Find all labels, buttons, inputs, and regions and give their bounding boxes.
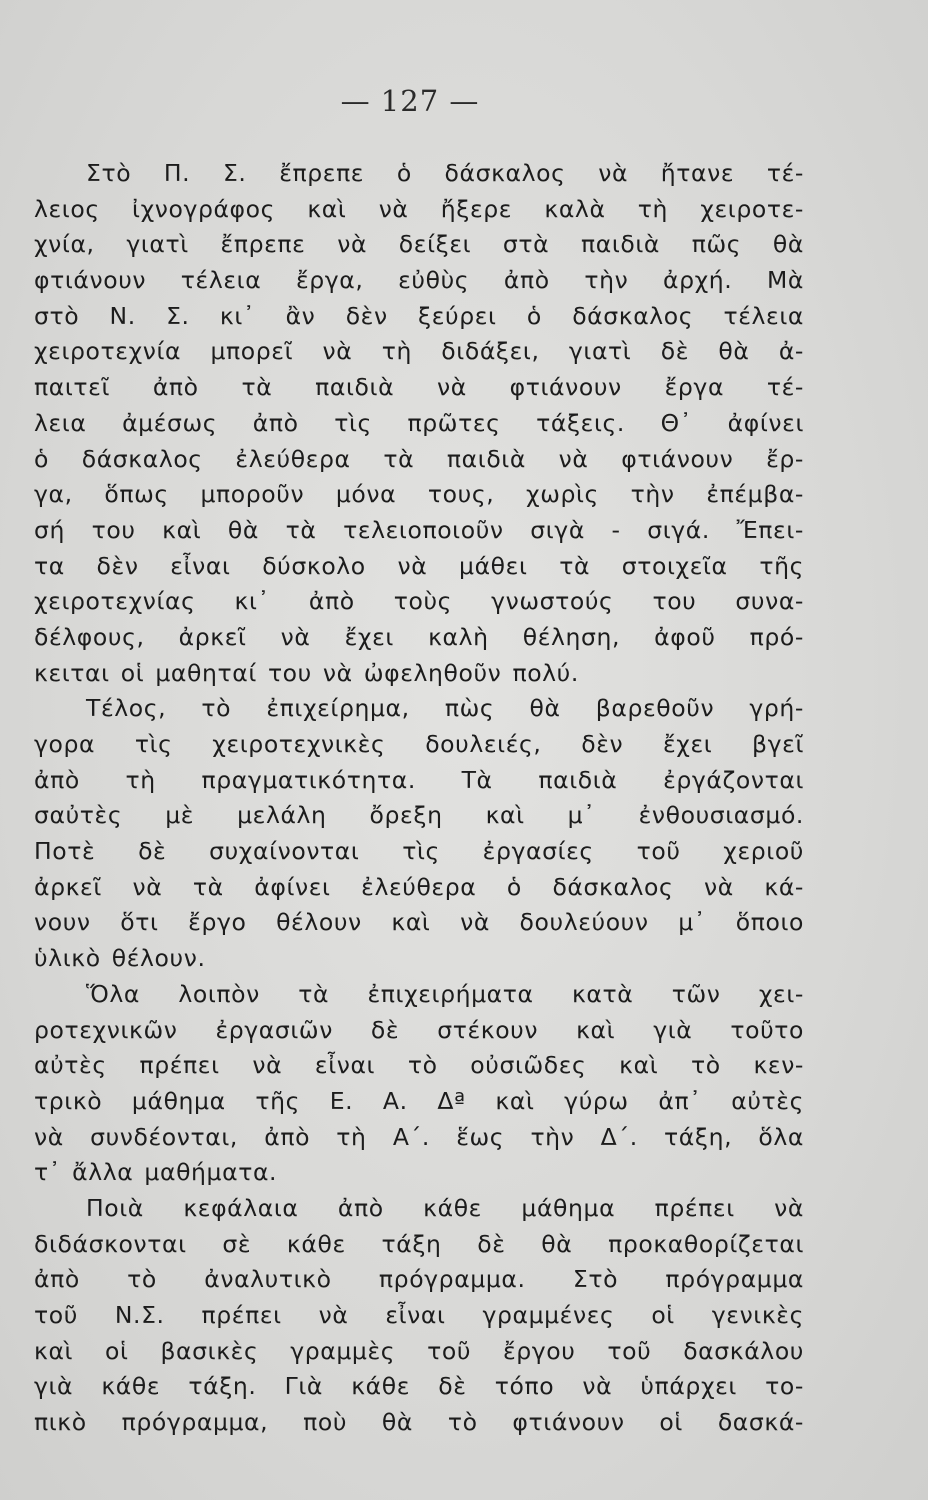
text-line: ὑλικὸ θέλουν. <box>34 944 206 973</box>
text-line: καὶ οἱ βασικὲς γραμμὲς τοῦ ἔργου τοῦ δασκάλου <box>34 1336 804 1365</box>
text-line: αὐτὲς πρέπει νὰ εἶναι τὸ οὐσιῶδες καὶ τὸ κεν- <box>34 1051 804 1080</box>
text-line: Στὸ Π. Σ. ἔπρεπε ὁ δάσκαλος νὰ ἤτανε τέ- <box>86 159 804 187</box>
text-line: τ᾽ ἄλλα μαθήματα. <box>34 1158 278 1187</box>
text-line: δέλφους, ἀρκεῖ νὰ ἔχει καλὴ θέληση, ἀφοῦ πρό- <box>34 622 804 651</box>
text-line: Ὅλα λοιπὸν τὰ ἐπιχειρήματα κατὰ τῶν χει- <box>86 979 804 1008</box>
text-line: χειροτεχνίας κι᾽ ἀπὸ τοὺς γνωστούς του συνα- <box>34 587 804 616</box>
text-line: ἀπὸ τὴ πραγματικότητα. Τὰ παιδιὰ ἐργάζονται <box>34 765 804 794</box>
body-text <box>34 156 804 1441</box>
text-line: λεια ἀμέσως ἀπὸ τὶς πρῶτες τάξεις. Θ᾽ ἀφίνει <box>34 408 804 437</box>
text-line: ροτεχνικῶν ἐργασιῶν δὲ στέκουν καὶ γιὰ τοῦτο <box>34 1015 804 1044</box>
text-line: γορα τὶς χειροτεχνικὲς δουλειές, δὲν ἔχει βγεῖ <box>34 730 804 758</box>
text-line: χνία, γιατὶ ἔπρεπε νὰ δείξει στὰ παιδιὰ πῶς θὰ <box>34 230 804 259</box>
text-line: στὸ Ν. Σ. κι᾽ ἂν δὲν ξεύρει ὁ δάσκαλος τέλεια <box>34 301 804 330</box>
text-line: ἀρκεῖ νὰ τὰ ἀφίνει ἐλεύθερα ὁ δάσκαλος νὰ κά- <box>34 872 804 901</box>
text-line: διδάσκονται σὲ κάθε τάξη δὲ θὰ προκαθορίζεται <box>34 1229 804 1258</box>
text-line: γιὰ κάθε τάξη. Γιὰ κάθε δὲ τόπο νὰ ὑπάρχει το- <box>34 1372 804 1401</box>
text-line: λειος ἰχνογράφος καὶ νὰ ἤξερε καλὰ τὴ χειροτε- <box>34 194 804 223</box>
text-line: ὁ δάσκαλος ἐλεύθερα τὰ παιδιὰ νὰ φτιάνουν ἔρ- <box>34 444 804 473</box>
text-line: χειροτεχνία μπορεῖ νὰ τὴ διδάξει, γιατὶ δὲ θὰ ἀ- <box>34 337 804 366</box>
page-number: — 127 — <box>340 84 480 118</box>
text-line: νὰ συνδέονται, ἀπὸ τὴ Α΄. ἕως τὴν Δ΄. τάξη, ὅλα <box>34 1122 804 1151</box>
text-line: Ποιὰ κεφάλαια ἀπὸ κάθε μάθημα πρέπει νὰ <box>86 1193 804 1222</box>
text-line: νουν ὅτι ἔργο θέλουν καὶ νὰ δουλεύουν μ᾽ ὅποιο <box>34 908 804 937</box>
text-line: σή του καὶ θὰ τὰ τελειοποιοῦν σιγὰ - σιγά. Ἔπει- <box>34 515 804 544</box>
text-line: τρικὸ μάθημα τῆς Ε. Α. Δª καὶ γύρω ἀπ᾽ αὐτὲς <box>34 1086 804 1115</box>
text-line: Τέλος, τὸ ἐπιχείρημα, πὼς θὰ βαρεθοῦν γρή- <box>86 694 804 723</box>
text-line: τοῦ Ν.Σ. πρέπει νὰ εἶναι γραμμένες οἱ γενικὲς <box>34 1301 804 1329</box>
text-line: Ποτὲ δὲ συχαίνονται τὶς ἐργασίες τοῦ χεριοῦ <box>34 837 804 866</box>
text-line: φτιάνουν τέλεια ἔργα, εὐθὺς ἀπὸ τὴν ἀρχή. Μὰ <box>34 266 804 295</box>
text-line: τα δὲν εἶναι δύσκολο νὰ μάθει τὰ στοιχεῖα τῆς <box>34 551 804 580</box>
text-line: παιτεῖ ἀπὸ τὰ παιδιὰ νὰ φτιάνουν ἔργα τέ- <box>34 373 804 402</box>
text-line: πικὸ πρόγραμμα, ποὺ θὰ τὸ φτιάνουν οἱ δασκά- <box>34 1408 804 1437</box>
text-line: γα, ὅπως μποροῦν μόνα τους, χωρὶς τὴν ἐπέμβα- <box>34 480 804 509</box>
text-line: κειται οἱ μαθηταί του νὰ ὠφεληθοῦν πολύ. <box>34 658 579 687</box>
text-line: σαὐτὲς μὲ μελάλη ὄρεξη καὶ μ᾽ ἐνθουσιασμό. <box>34 801 804 830</box>
text-line: ἀπὸ τὸ ἀναλυτικὸ πρόγραμμα. Στὸ πρόγραμμα <box>34 1265 804 1294</box>
